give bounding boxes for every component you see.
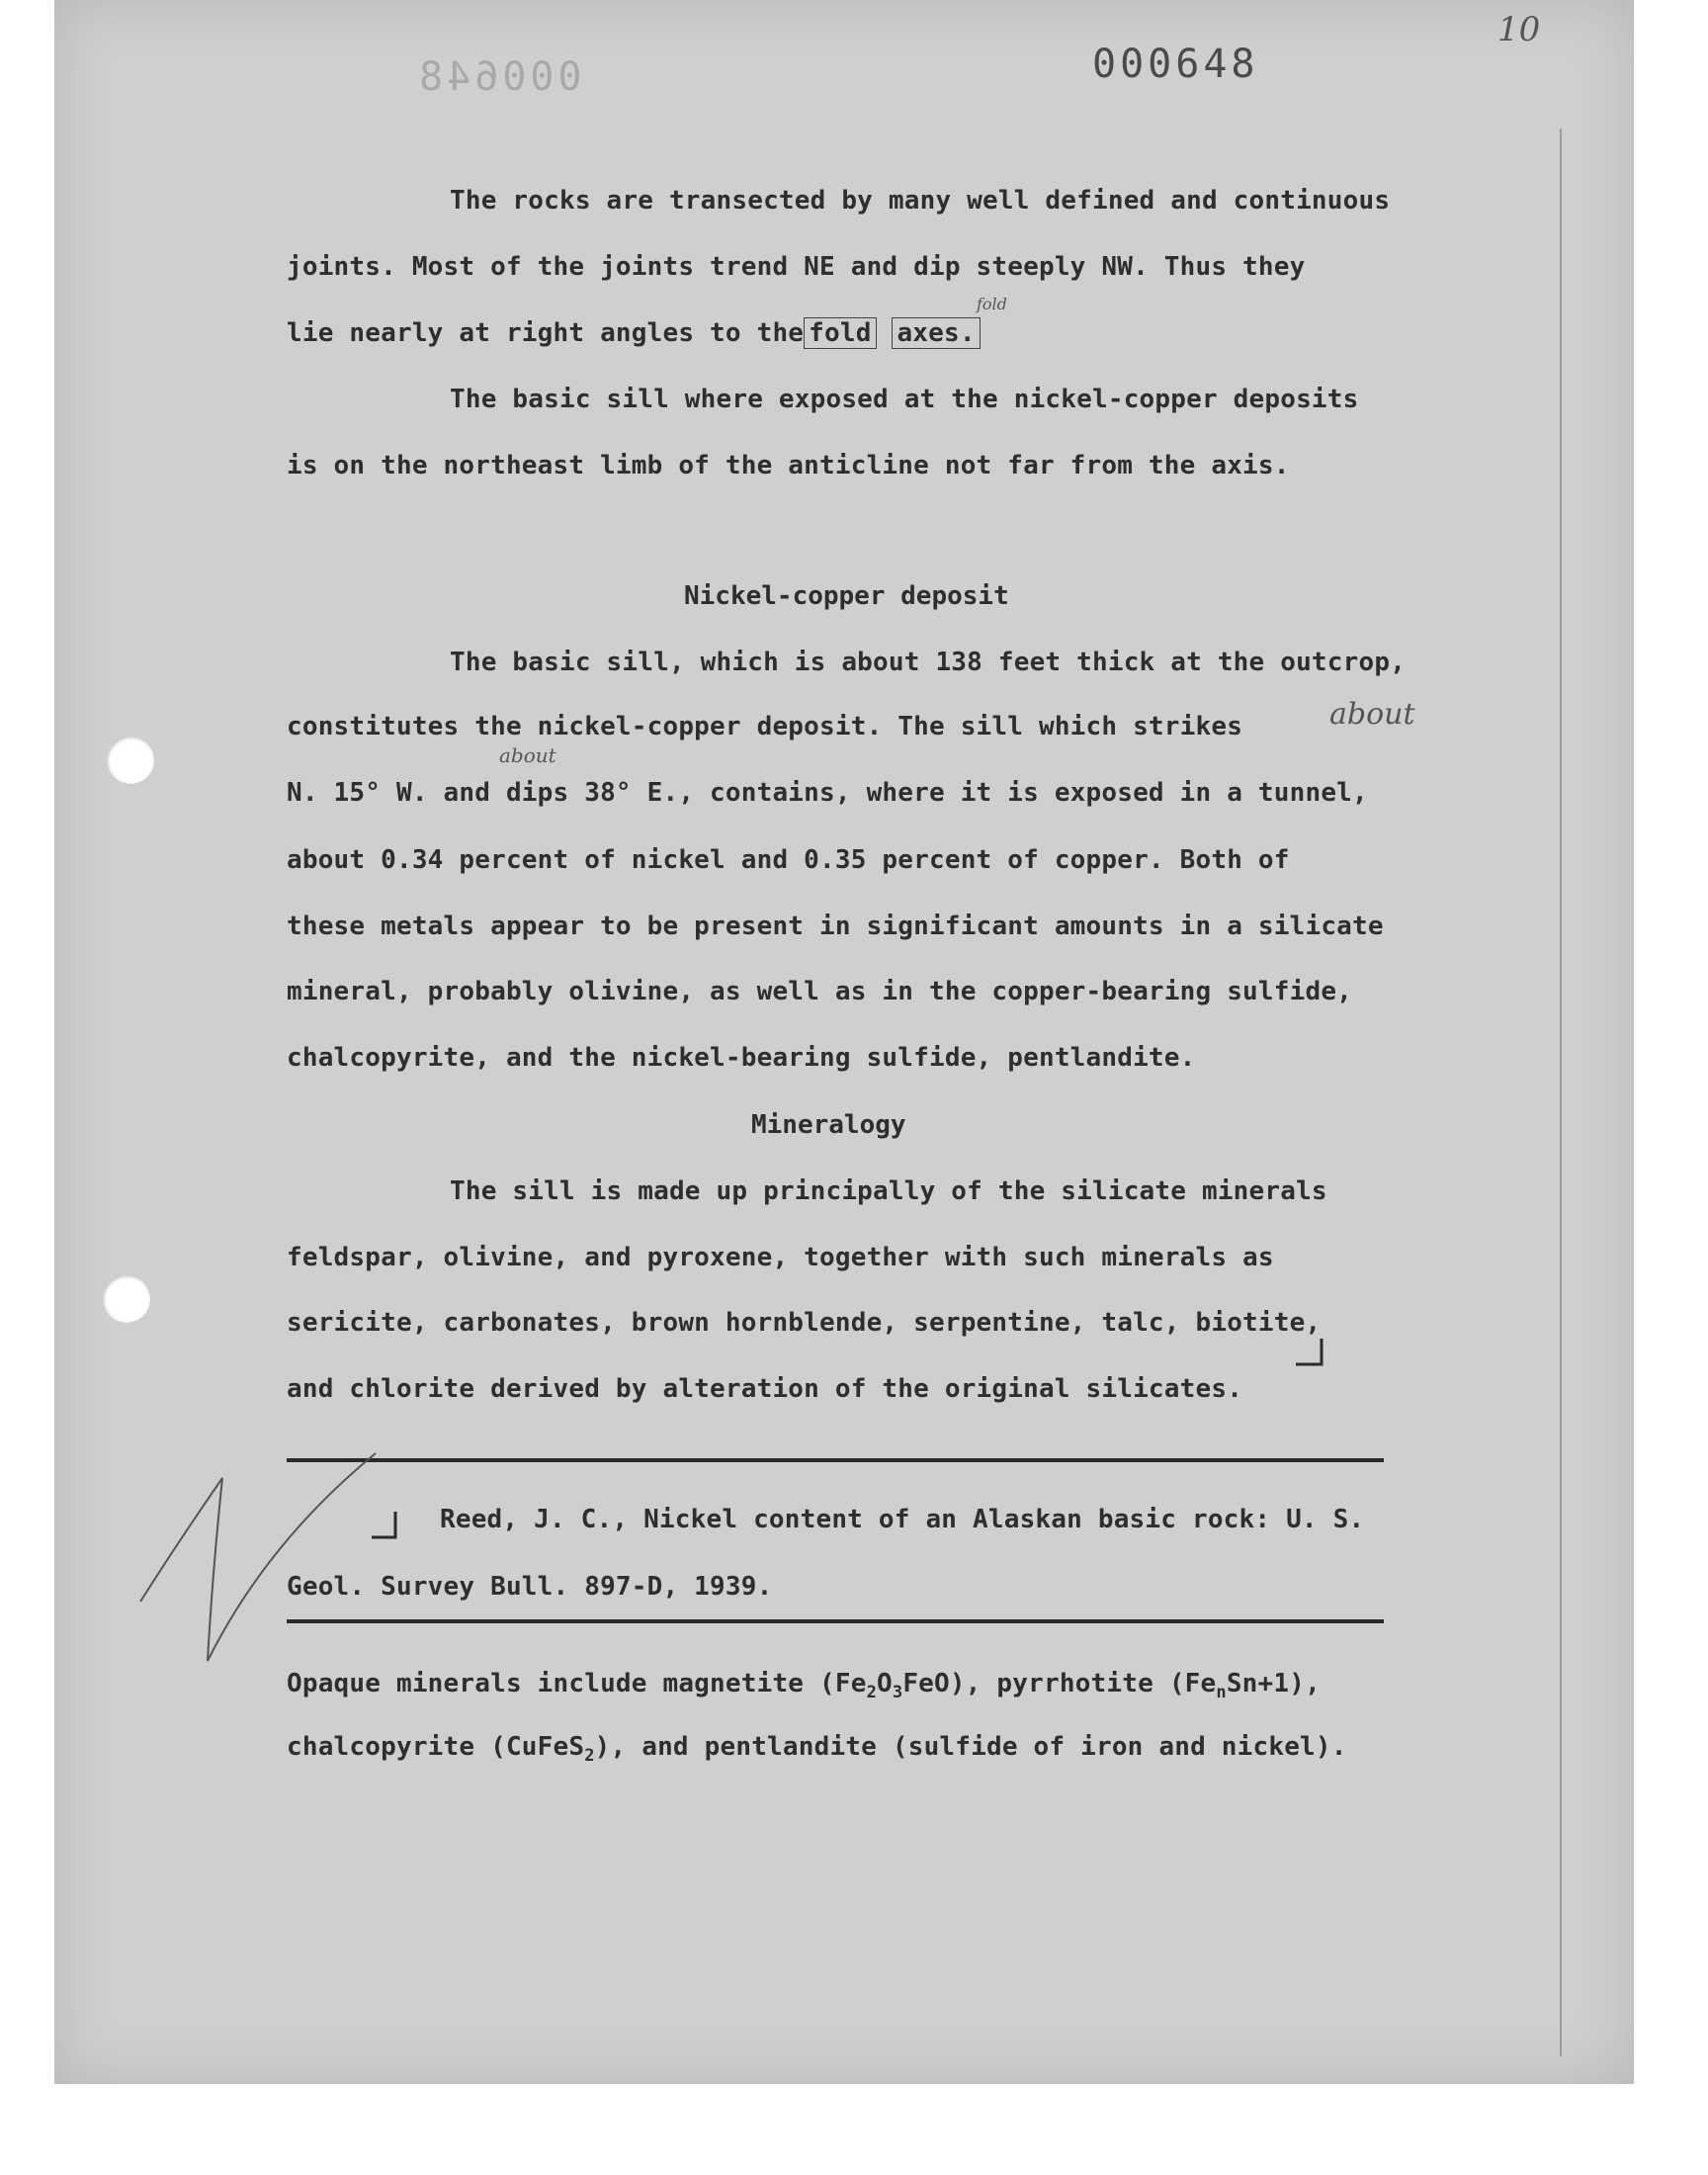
ghost-stamp-number: 000648	[415, 54, 582, 100]
note-line2-sub: 2	[584, 1746, 595, 1767]
section1-line2: constitutes the nickel-copper deposit. The sill which strikes	[287, 712, 1243, 741]
section2-line4: and chlorite derived by alteration of the original silicates.	[287, 1374, 1243, 1404]
note-line1-sub-3: n	[1216, 1683, 1227, 1703]
note-line1-part-d: Sn+1),	[1226, 1669, 1321, 1698]
section-heading-mineralogy: Mineralogy	[751, 1110, 906, 1140]
document-page	[54, 0, 1634, 2084]
para2-line2: is on the northeast limb of the anticline not far from the axis.	[287, 451, 1290, 480]
handwritten-note-about-1: about	[1329, 697, 1415, 732]
section1-line4: about 0.34 percent of nickel and 0.35 percent of copper. Both of	[287, 845, 1290, 875]
note-line1-part-b: O	[877, 1669, 893, 1698]
section1-line5: these metals appear to be present in significant amounts in a silicate	[287, 912, 1384, 941]
note-line1-sub-2: 3	[892, 1683, 903, 1703]
section-heading-nickel-copper: Nickel-copper deposit	[684, 581, 1009, 611]
section1-line3: N. 15° W. and dips 38° E., contains, where it is exposed in a tunnel,	[287, 778, 1368, 808]
page-number: 10	[1497, 10, 1541, 49]
stamp-number: 000648	[1092, 42, 1259, 87]
note-line2-part-b: ), and pentlandite (sulfide of iron and nickel).	[594, 1732, 1347, 1762]
footnote-line1: Reed, J. C., Nickel content of an Alaskan basic rock: U. S.	[440, 1505, 1365, 1534]
boxed-word-fold: fold	[804, 317, 876, 349]
note-line1	[287, 1669, 1321, 1702]
section1-line7: chalcopyrite, and the nickel-bearing sulfide, pentlandite.	[287, 1043, 1196, 1073]
note-line1-sub-1: 2	[866, 1683, 878, 1703]
note-line1-part-a: Opaque minerals include magnetite (Fe	[287, 1669, 867, 1698]
punch-hole-upper	[107, 737, 154, 784]
section2-line3: sericite, carbonates, brown hornblende, serpentine, talc, biotite,	[287, 1308, 1322, 1338]
section2-line1: The sill is made up principally of the silicate minerals	[450, 1176, 1327, 1206]
para1-line2: joints. Most of the joints trend NE and dip steeply NW. Thus they	[287, 252, 1306, 282]
footnote-rule-top	[287, 1458, 1384, 1462]
boxed-word-axes: axes.	[892, 317, 980, 349]
footnote-marker-icon	[1290, 1335, 1329, 1384]
footnote-line2: Geol. Survey Bull. 897-D, 1939.	[287, 1572, 773, 1602]
punch-hole-lower	[103, 1275, 150, 1323]
note-line1-part-c: FeO), pyrrhotite (Fe	[902, 1669, 1217, 1698]
page-edge	[1560, 129, 1562, 2056]
para1-line3-text: lie nearly at right angles to the	[287, 318, 805, 348]
section1-line6: mineral, probably olivine, as well as in the copper-bearing sulfide,	[287, 977, 1353, 1006]
section1-line1: The basic sill, which is about 138 feet thick at the outcrop,	[450, 648, 1407, 677]
handwritten-note-fold: fold	[977, 295, 1007, 313]
footnote-rule-bottom	[287, 1619, 1384, 1623]
handwritten-note-about-2: about	[499, 743, 556, 767]
note-line2-part-a: chalcopyrite (CuFeS	[287, 1732, 585, 1762]
note-line2	[287, 1732, 1347, 1766]
section2-line2: feldspar, olivine, and pyroxene, together with such minerals as	[287, 1243, 1274, 1272]
para1-line1: The rocks are transected by many well defined and continuous	[450, 186, 1391, 216]
para1-line3	[287, 318, 981, 348]
para2-line1: The basic sill where exposed at the nickel-copper deposits	[450, 385, 1359, 414]
